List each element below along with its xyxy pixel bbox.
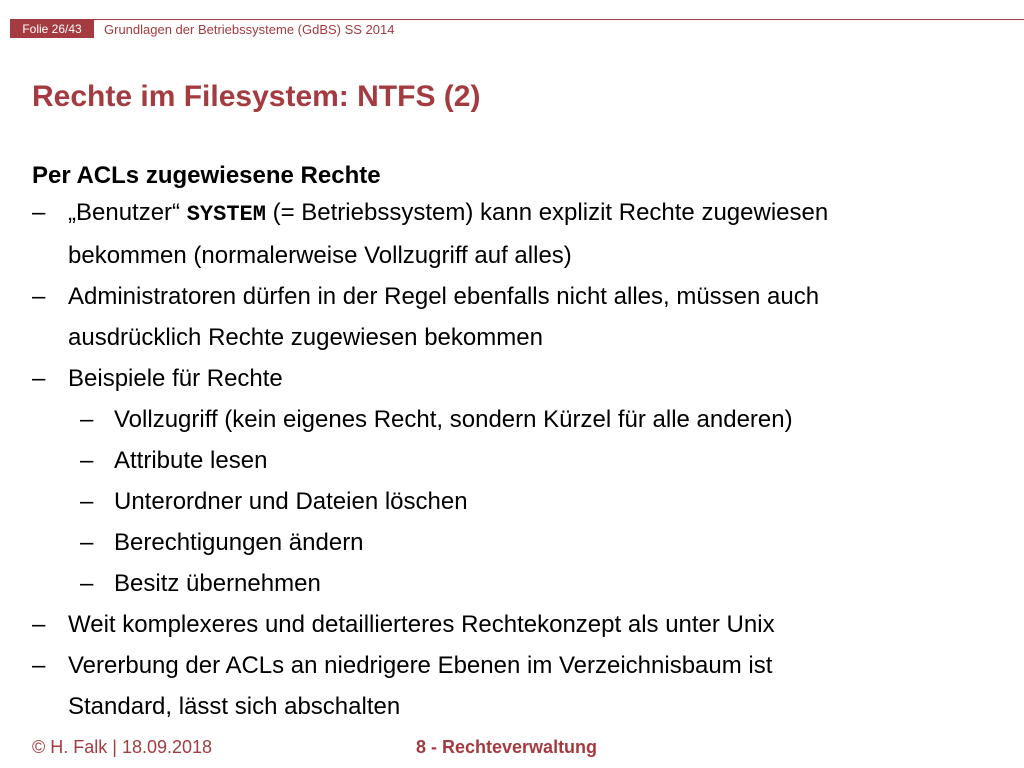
bullet-text: Unterordner und Dateien löschen (114, 488, 468, 515)
bullet-dash: – (32, 652, 46, 679)
bullet-inheritance (0, 645, 1000, 686)
bullet-administrators (0, 276, 1000, 317)
bullet-dash: – (32, 283, 46, 310)
sub-bullet-permissions (0, 522, 1000, 563)
bullet-continuation (0, 235, 1000, 276)
bullet-dash: – (80, 447, 94, 474)
bullet-dash: – (32, 365, 46, 392)
bullet-text: Vererbung der ACLs an niedrigere Ebenen im Verzeichnisbaum ist (68, 652, 773, 679)
bullet-text: bekommen (normalerweise Vollzugriff auf alles) (68, 242, 572, 269)
page-title: Rechte im Filesystem: NTFS (2) (32, 80, 481, 113)
bullet-system-user (0, 192, 1000, 235)
sub-bullet-delete (0, 481, 1000, 522)
bullet-list (0, 192, 1000, 727)
bullet-text: Administratoren dürfen in der Regel ebenfalls nicht alles, müssen auch (68, 283, 820, 310)
course-title: Grundlagen der Betriebssysteme (GdBS) SS 2014 (104, 22, 395, 37)
bullet-complexity (0, 604, 1000, 645)
bullet-text: Attribute lesen (114, 447, 268, 474)
sub-bullet-full-access (0, 399, 1000, 440)
sub-bullet-read-attributes (0, 440, 1000, 481)
bullet-text: ausdrücklich Rechte zugewiesen bekommen (68, 324, 543, 351)
bullet-continuation (0, 317, 1000, 358)
bullet-examples (0, 358, 1000, 399)
bullet-dash: – (80, 406, 94, 433)
footer-chapter: 8 - Rechteverwaltung (416, 737, 598, 757)
bullet-text: Berechtigungen ändern (114, 529, 364, 556)
bullet-dash: – (80, 529, 94, 556)
bullet-text: „Benutzer“ (68, 199, 187, 226)
slide-number-badge: Folie 26/43 (10, 20, 94, 38)
bullet-text: (= Betriebssystem) kann explizit Rechte zugewiesen (265, 199, 829, 226)
header-divider (10, 19, 1024, 20)
bullet-text: Standard, lässt sich abschalten (68, 693, 401, 720)
bullet-dash: – (32, 199, 46, 226)
section-heading: Per ACLs zugewiesene Rechte (32, 162, 381, 189)
bullet-dash: – (80, 488, 94, 515)
bullet-text: Beispiele für Rechte (68, 365, 283, 392)
bullet-continuation (0, 686, 1000, 727)
sub-bullet-ownership (0, 563, 1000, 604)
footer-copyright: © H. Falk | 18.09.2018 (32, 737, 213, 757)
bullet-dash: – (80, 570, 94, 597)
bullet-dash: – (32, 611, 46, 638)
bullet-text: Vollzugriff (kein eigenes Recht, sondern Kürzel für alle anderen) (114, 406, 793, 433)
bullet-text: Besitz übernehmen (114, 570, 321, 597)
bullet-text: Weit komplexeres und detaillierteres Rechtekonzept als unter Unix (68, 611, 775, 638)
code-system: SYSTEM (186, 202, 266, 227)
